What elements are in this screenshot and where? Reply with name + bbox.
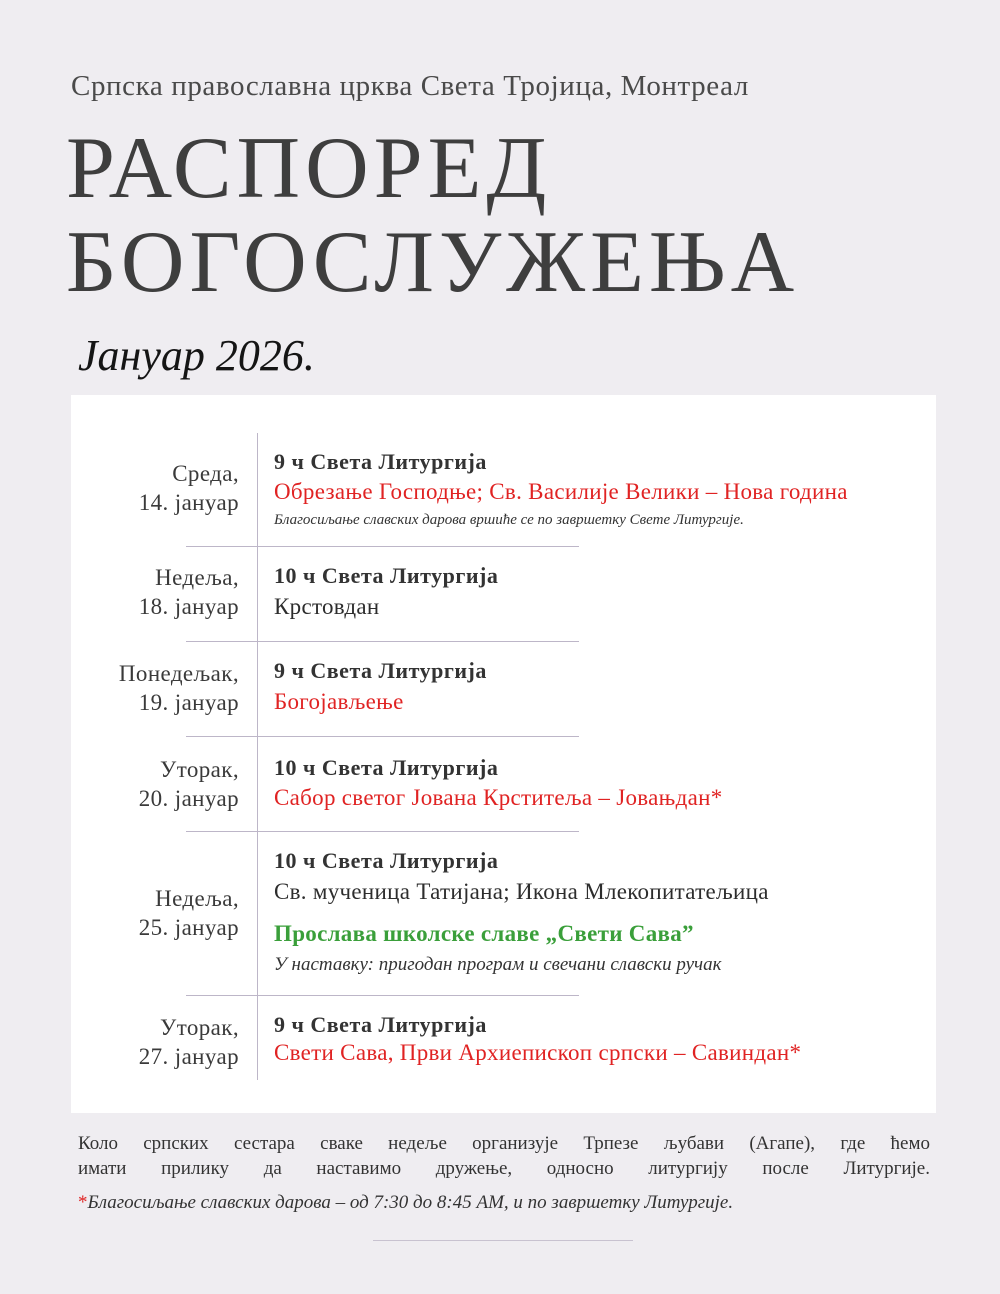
event-name: Свети Сава, Први Архиепископ српски – Савиндан* [274,1040,802,1065]
event-highlight: Прослава школске славе „Свети Сава” [274,921,694,946]
church-subtitle: Српска православна црква Света Тројица, Монтреал [71,70,749,102]
event-name: Крстовдан [274,594,380,619]
footer-note [78,1192,733,1214]
event-name: Богојављење [274,689,404,714]
day-name: Уторак, [160,757,239,782]
service-time: 10 ч Света Литургија [274,755,499,780]
schedule-divider-vertical [257,433,258,1080]
page-title [66,122,799,310]
asterisk-marker: * [78,1192,88,1213]
day-name: Недеља, [155,565,239,590]
service-time: 9 ч Света Литургија [274,449,487,474]
row-separator [186,641,579,642]
day-date: 27. јануар [138,1044,239,1069]
day-date: 25. јануар [138,915,239,940]
title-line-2: БОГОСЛУЖЕЊА [66,214,800,311]
footer-divider [373,1240,633,1241]
event-name: Сабор светог Јована Крститеља – Јовањдан* [274,785,723,810]
month-heading: Јануар 2026. [78,331,315,380]
title-line-1: РАСПОРЕД [66,120,552,217]
schedule-row-2-day [139,563,239,621]
day-date: 18. јануар [138,594,239,619]
event-name: Св. мученица Татијана; Икона Млекопитатељица [274,879,769,904]
event-note: Благосиљање славских дарова вршиће се по завршетку Свете Литургије. [274,512,744,528]
footer-note-text: Благосиљање славских дарова – од 7:30 до 8:45 AM, и по завршетку Литургије. [87,1192,734,1213]
footer-text-line-1: Коло српских сестара сваке недеље организује Трпезе љубави (Агапе), где ћемо [78,1133,930,1154]
schedule-row-6-day [139,1013,239,1071]
schedule-row-3-day [119,659,239,717]
row-separator [186,995,579,996]
day-name: Уторак, [160,1015,239,1040]
service-time: 10 ч Света Литургија [274,563,499,588]
day-date: 19. јануар [138,690,239,715]
day-date: 20. јануар [138,786,239,811]
service-time: 9 ч Света Литургија [274,1012,487,1037]
footer-text-line-2: имати прилику да наставимо дружење, односно литургију после Литургије. [78,1158,930,1179]
service-time: 10 ч Света Литургија [274,848,499,873]
row-separator [186,736,579,737]
day-name: Недеља, [155,886,239,911]
row-separator [186,546,579,547]
row-separator [186,831,579,832]
event-note: У наставку: пригодан програм и свечани славски ручак [274,954,722,975]
schedule-row-4-day [139,755,239,813]
event-name: Обрезање Господње; Св. Василије Велики – Нова година [274,479,848,504]
day-name: Среда, [172,461,239,486]
service-time: 9 ч Света Литургија [274,658,487,683]
schedule-row-1-day [139,459,239,517]
day-date: 14. јануар [138,490,239,515]
schedule-row-5-day [139,884,239,942]
day-name: Понедељак, [118,661,239,686]
